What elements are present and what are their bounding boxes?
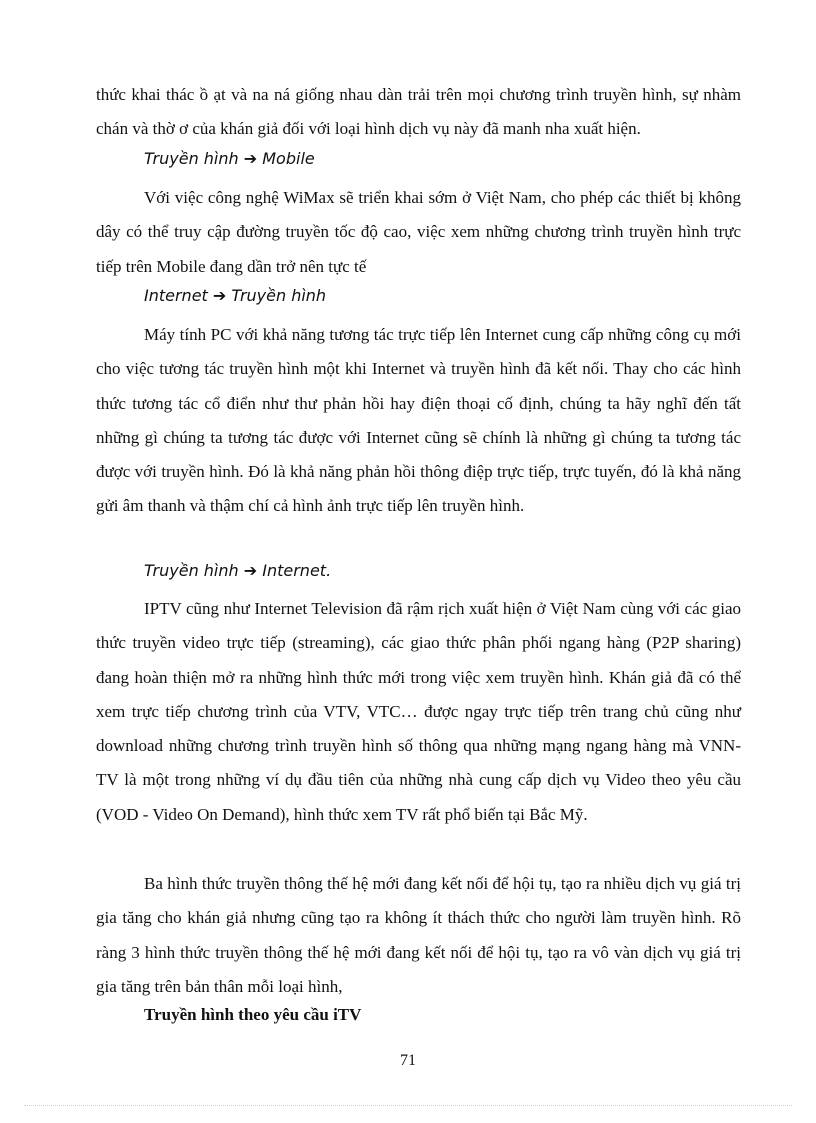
paragraph-continuation: thức khai thác ồ ạt và na ná giống nhau dàn trải trên mọi chương trình truyền hình, sự nhàm chán và thờ ơ của khán giả đối với loại hình dịch vụ này đã manh nha xuất hiện. xyxy=(96,85,741,139)
arrow-right-icon: ➔ xyxy=(243,561,258,580)
subheading-to: Truyền hình xyxy=(231,286,327,305)
arrow-right-icon: ➔ xyxy=(212,286,227,305)
paragraph-convergence: Ba hình thức truyền thông thế hệ mới đang kết nối để hội tụ, tạo ra nhiều dịch vụ giá trị gia tăng cho khán giả nhưng cũng tạo ra không ít thách thức cho người làm truyền hình. Rõ ràng 3 hình thức truyền thông thế hệ mới đang kết nối để hội tụ, tạo ra vô vàn dịch vụ giá trị gia tăng trên bản thân mỗi loại hình, xyxy=(96,874,741,996)
subheading-to: Internet. xyxy=(262,561,332,580)
subheading-to: Mobile xyxy=(262,149,315,168)
paragraph-wimax: Với việc công nghệ WiMax sẽ triển khai sớm ở Việt Nam, cho phép các thiết bị không dây có thể truy cập đường truyền tốc độ cao, việc xem những chương trình truyền hình trực tiếp trên Mobile đang dần trở nên tực tế xyxy=(96,188,741,276)
subheading-internet-to-tv xyxy=(144,286,326,305)
subheading-from: Truyền hình xyxy=(144,561,239,580)
subheading-tv-to-internet xyxy=(144,561,331,580)
paragraph-iptv: IPTV cũng như Internet Television đã rậm rịch xuất hiện ở Việt Nam cùng với các giao thức truyền video trực tiếp (streaming), các giao thức phân phối ngang hàng (P2P sharing) đang hoàn thiện mở ra những hình thức mới trong việc xem truyền hình. Khán giả đã có thể xem trực tiếp chương trình của VTV, VTC… được ngay trực tiếp trên trang chủ cũng như download những chương trình truyền hình số thông qua những mạng ngang hàng mà VNN-TV là một trong những ví dụ đầu tiên của những nhà cung cấp dịch vụ Video theo yêu cầu (VOD - Video On Demand), hình thức xem TV rất phổ biến tại Bắc Mỹ. xyxy=(96,599,741,824)
subheading-from: Truyền hình xyxy=(144,149,239,168)
arrow-right-icon: ➔ xyxy=(243,149,258,168)
page-number: 71 xyxy=(400,1052,416,1069)
section-title: Truyền hình theo yêu cầu iTV xyxy=(144,1005,362,1024)
paragraph-pc-internet: Máy tính PC với khả năng tương tác trực tiếp lên Internet cung cấp những công cụ mới cho việc tương tác truyền hình một khi Internet và truyền hình đã kết nối. Thay cho các hình thức tương tác cổ điển như thư phản hồi hay điện thoại cố định, chúng ta hãy nghĩ đến tất những gì chúng ta tương tác được với Internet cũng sẽ chính là những gì chúng ta tương tác được với truyền hình. Đó là khả năng phản hồi thông điệp trực tiếp, trực tuyến, đó là khả năng gửi âm thanh và thậm chí cả hình ảnh trực tiếp lên truyền hình. xyxy=(96,325,741,516)
subheading-tv-to-mobile xyxy=(144,149,315,168)
footer-divider xyxy=(24,1105,792,1106)
subheading-from: Internet xyxy=(144,286,208,305)
